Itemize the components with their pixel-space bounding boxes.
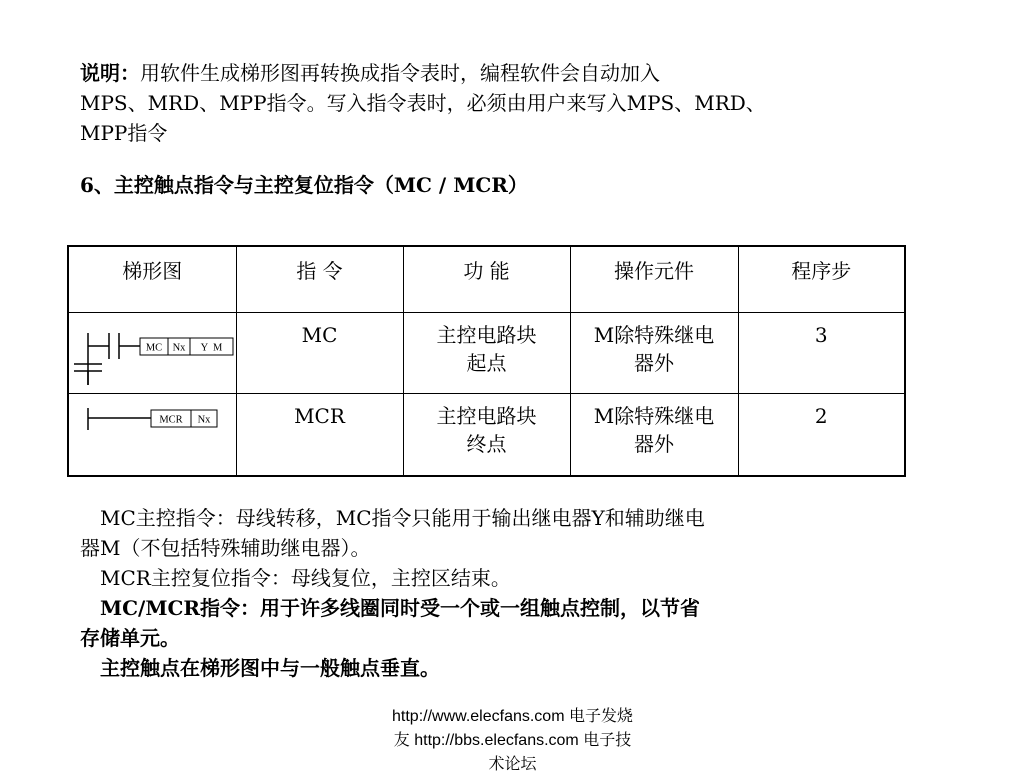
footer-links xyxy=(350,705,675,777)
ladder-diagram-mcr xyxy=(68,393,236,476)
mc-box-label: MC xyxy=(145,342,163,353)
header-operand: 操作元件 xyxy=(570,246,738,312)
ym-box-label: Y M xyxy=(200,342,223,353)
function-line-2: 终点 xyxy=(466,431,507,456)
section-heading: 6、主控触点指令与主控复位指令（MC / MCR） xyxy=(80,173,528,197)
cell-operand-mcr xyxy=(570,393,738,476)
mc-mcr-usage-line-2: 存储单元。 xyxy=(80,626,180,650)
mc-ladder-svg xyxy=(69,313,237,385)
function-line-1: 主控电路块 xyxy=(436,403,537,428)
note-line-2: MPS、MRD、MPP指令。写入指令表时，必须由用户来写入MPS、MRD、 xyxy=(80,91,766,115)
operand-line-1: M除特殊继电 xyxy=(593,322,715,347)
note-line-3: MPP指令 xyxy=(80,121,168,145)
function-line-1: 主控电路块 xyxy=(436,322,537,347)
header-steps: 程序步 xyxy=(738,246,905,312)
note-label: 说明： xyxy=(80,61,140,85)
cell-operand-mc xyxy=(570,312,738,393)
mc-description-line-1: MC主控指令：母线转移，MC指令只能用于输出继电器Y和辅助继电 xyxy=(80,506,705,530)
note-text-1: 用软件生成梯形图再转换成指令表时，编程软件会自动加入 xyxy=(140,61,660,85)
operand-line-1: M除特殊继电 xyxy=(593,403,715,428)
mcr-description: MCR主控复位指令：母线复位，主控区结束。 xyxy=(80,566,511,590)
instruction-table xyxy=(67,245,906,477)
operand-line-2: 器外 xyxy=(634,350,674,375)
footer-line-2[interactable]: 友 http://bbs.elecfans.com 电子技 xyxy=(393,732,632,749)
note-line-1 xyxy=(80,58,840,88)
mcr-box-label: MCR xyxy=(159,414,183,425)
mc-description-line-2: 器M（不包括特殊辅助继电器）。 xyxy=(80,536,371,560)
footer-line-1[interactable]: http://www.elecfans.com 电子发烧 xyxy=(392,708,633,725)
cell-steps-mc: 3 xyxy=(738,312,905,393)
operand-line-2: 器外 xyxy=(634,431,674,456)
cell-instruction-mcr: MCR xyxy=(236,393,403,476)
header-instruction: 指 令 xyxy=(236,246,403,312)
table-row xyxy=(68,312,905,393)
ladder-diagram-mc xyxy=(68,312,236,393)
table-row xyxy=(68,393,905,476)
cell-function-mcr xyxy=(403,393,570,476)
nx-box-label: Nx xyxy=(197,414,211,425)
mc-mcr-usage-line-1: MC/MCR指令：用于许多线圈同时受一个或一组触点控制，以节省 xyxy=(80,596,701,620)
header-ladder: 梯形图 xyxy=(68,246,236,312)
note-paragraph xyxy=(80,58,840,148)
vertical-contact-note: 主控触点在梯形图中与一般触点垂直。 xyxy=(80,656,440,680)
cell-steps-mcr: 2 xyxy=(738,393,905,476)
header-function: 功 能 xyxy=(403,246,570,312)
explanation-paragraphs xyxy=(80,503,860,683)
function-line-2: 起点 xyxy=(466,350,507,375)
table-header-row xyxy=(68,246,905,312)
footer-line-3: 术论坛 xyxy=(488,756,537,773)
cell-instruction-mc: MC xyxy=(236,312,403,393)
cell-function-mc xyxy=(403,312,570,393)
mcr-ladder-svg xyxy=(69,394,237,467)
nx-box-label: Nx xyxy=(172,342,186,353)
